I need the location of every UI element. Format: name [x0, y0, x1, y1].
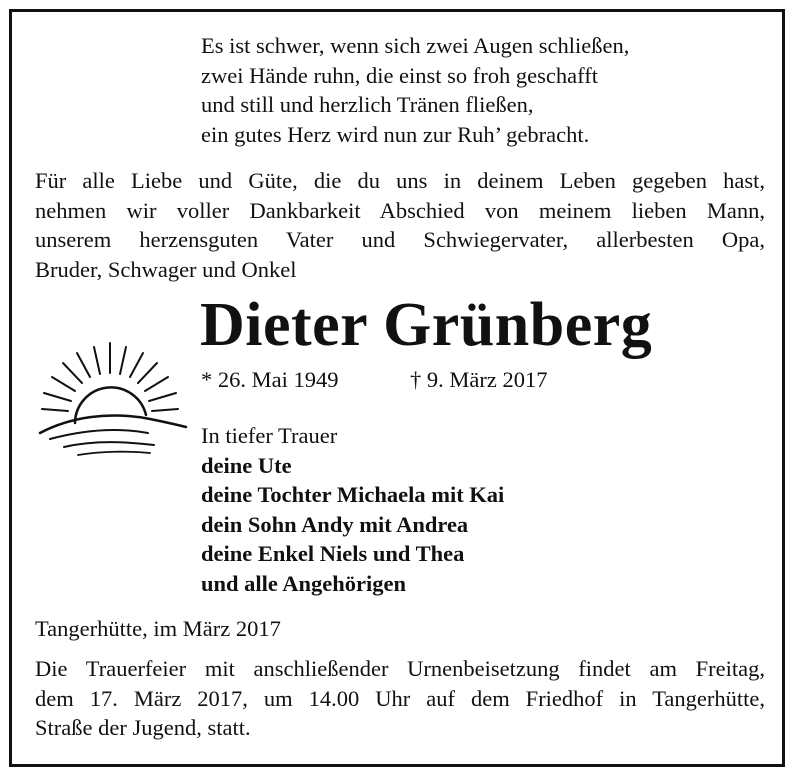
funeral-line: Die Trauerfeier mit anschließender Urnenbeisetzung findet am Freitag, — [35, 656, 765, 681]
mourning-intro: In tiefer Trauer — [201, 423, 338, 448]
mourner-line: dein Sohn Andy mit Andrea — [201, 511, 469, 537]
sunset-over-hills-icon — [30, 335, 190, 460]
hill-line — [50, 430, 148, 439]
sun-ray — [145, 377, 168, 391]
sun-ray — [94, 347, 100, 374]
poem-line: ein gutes Herz wird nun zur Ruh’ gebracht. — [201, 121, 590, 147]
poem-line: zwei Hände ruhn, die einst so froh geschafft — [201, 62, 598, 88]
sun-ray — [52, 377, 75, 391]
mourners-block — [201, 421, 504, 598]
sun-ray — [44, 393, 71, 401]
hill-line — [64, 442, 154, 447]
birth-date: * 26. Mai 1949 — [201, 367, 339, 392]
sun-ray — [77, 353, 90, 377]
mourner-line: deine Enkel Niels und Thea — [201, 541, 465, 566]
sun-ray — [152, 409, 178, 411]
poem-line: und still und herzlich Tränen fließen, — [201, 92, 534, 117]
funeral-line: dem 17. März 2017, um 14.00 Uhr auf dem Friedhof in Tangerhütte, — [35, 685, 765, 711]
place-date: Tangerhütte, im März 2017 — [35, 616, 281, 641]
mourner-line: deine Tochter Michaela mit Kai — [201, 482, 505, 507]
mourner-line: und alle Angehörigen — [201, 570, 407, 596]
intro-line: nehmen wir voller Dankbarkeit Abschied von meinem lieben Mann, — [35, 197, 765, 223]
mourner-line: deine Ute — [201, 452, 292, 478]
sun-ray — [63, 363, 82, 383]
death-date: † 9. März 2017 — [410, 367, 548, 392]
poem-line: Es ist schwer, wenn sich zwei Augen schließen, — [201, 33, 630, 58]
life-dates — [201, 366, 548, 394]
funeral-info — [35, 654, 765, 743]
intro-line: unserem herzensguten Vater und Schwiegervater, allerbesten Opa, — [35, 227, 765, 252]
intro-line: Für alle Liebe und Güte, die du uns in deinem Leben gegeben hast, — [35, 168, 765, 193]
intro-text — [35, 166, 765, 284]
intro-line: Bruder, Schwager und Onkel — [35, 256, 297, 282]
hill-line — [78, 452, 150, 455]
sun-ray — [130, 353, 143, 377]
sun-ray — [42, 409, 68, 411]
funeral-line: Straße der Jugend, statt. — [35, 715, 251, 740]
sun-ray — [120, 347, 126, 374]
poem — [201, 31, 629, 149]
deceased-name: Dieter Grünberg — [200, 291, 653, 359]
sun-ray — [138, 363, 157, 383]
sun-ray — [149, 393, 176, 401]
